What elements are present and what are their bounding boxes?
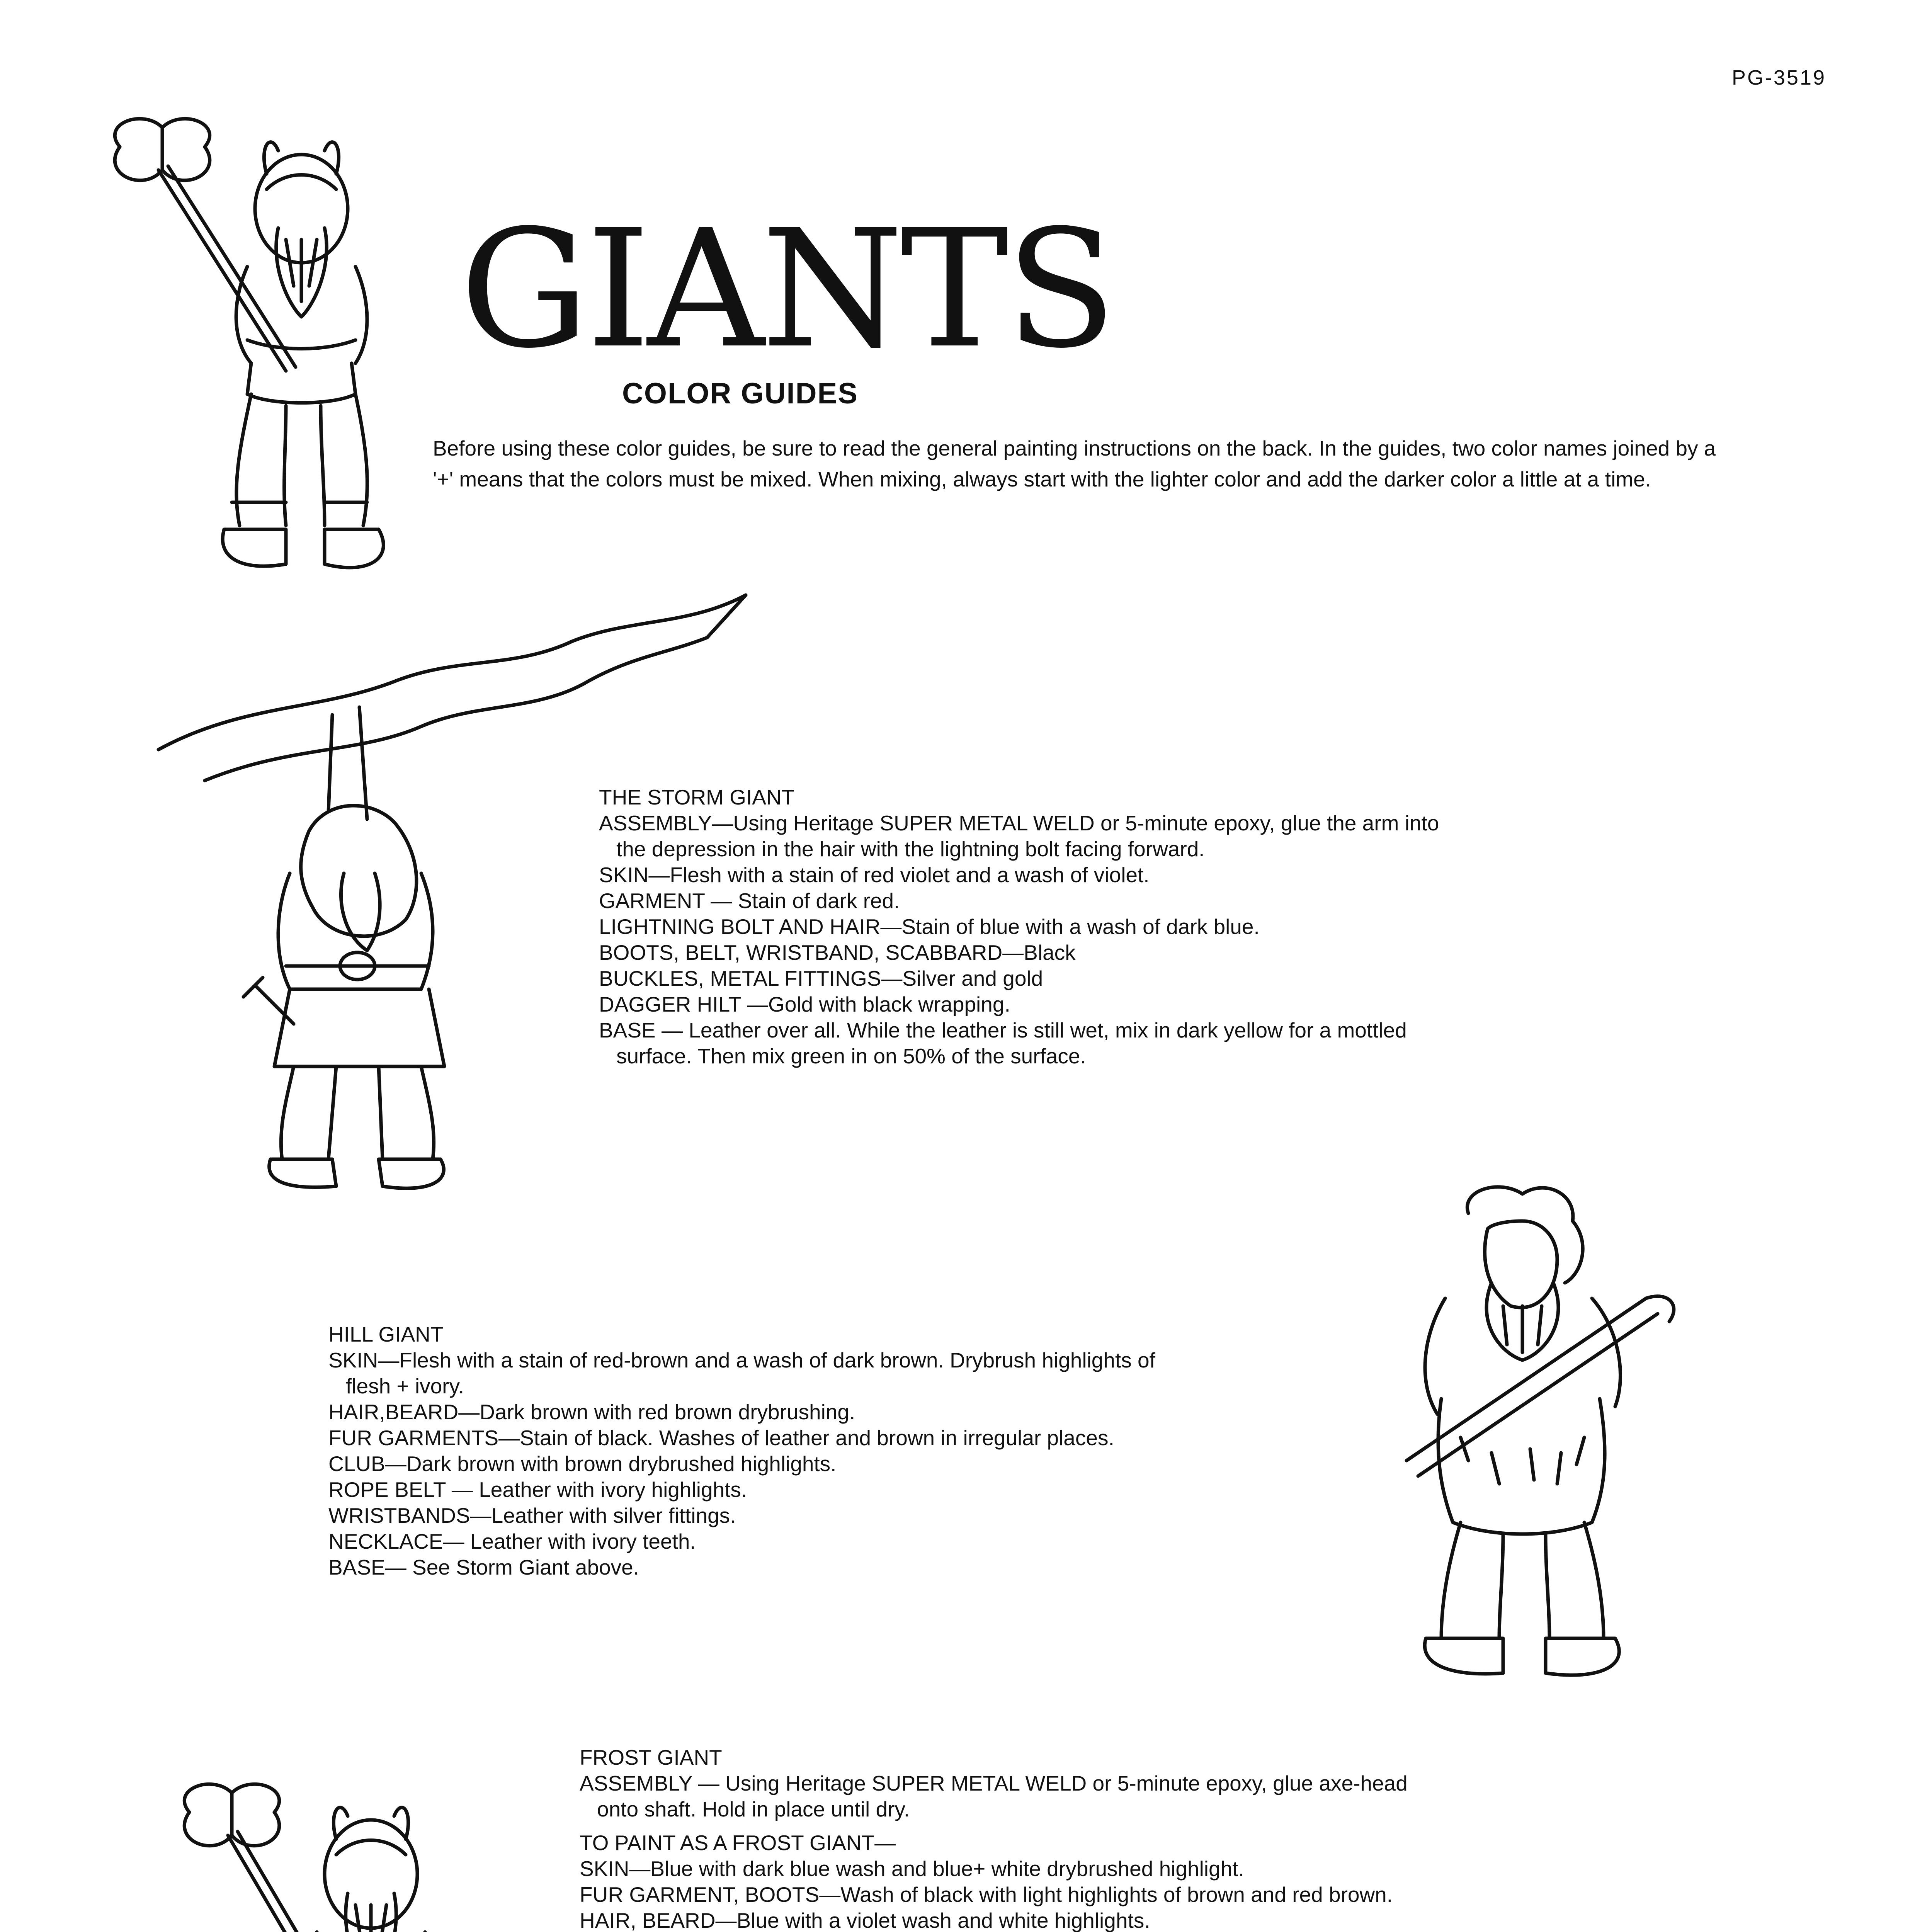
frost-giant-section [580, 1745, 1719, 1932]
instruction-list [580, 1856, 1719, 1932]
instruction-line: WRISTBANDS—Leather with silver fittings. [328, 1503, 736, 1527]
instruction-line: HAIR, BEARD—Blue with a violet wash and white highlights. [580, 1908, 1150, 1932]
instruction-line: LIGHTNING BOLT AND HAIR—Stain of blue with a wash of dark blue. [599, 915, 1260, 939]
instruction-line: BOOTS, BELT, WRISTBAND, SCABBARD—Black [599, 940, 1076, 964]
instruction-list [328, 1347, 1410, 1580]
instruction-line: flesh + ivory. [346, 1374, 464, 1398]
document-code: PG-3519 [1731, 66, 1826, 89]
instruction-line: FUR GARMENTS—Stain of black. Washes of leather and brown in irregular places. [328, 1426, 1114, 1450]
page-subtitle: COLOR GUIDES [622, 377, 858, 410]
section-heading: THE STORM GIANT [599, 785, 795, 809]
hill-giant-club-icon [1376, 1182, 1685, 1692]
page-title: GIANTS [460, 195, 1114, 384]
instruction-list [599, 810, 1719, 1069]
instruction-line: BUCKLES, METAL FITTINGS—Silver and gold [599, 966, 1043, 990]
instruction-line: SKIN—Flesh with a stain of red violet and a wash of violet. [599, 863, 1150, 887]
instruction-line: ASSEMBLY — Using Heritage SUPER METAL WELD or 5-minute epoxy, glue axe-head [580, 1771, 1408, 1795]
instruction-line: BASE— See Storm Giant above. [328, 1555, 639, 1579]
instruction-line: CLUB—Dark brown with brown drybrushed highlights. [328, 1452, 837, 1476]
intro-line: '+' means that the colors must be mixed. When mixing, always start with the lighter color and add the darker color a little at a time. [433, 467, 1651, 491]
section-heading: HILL GIANT [328, 1322, 444, 1346]
storm-giant-section [599, 784, 1719, 1069]
instruction-line: HAIR,BEARD—Dark brown with red brown drybrushing. [328, 1400, 855, 1424]
instruction-line: surface. Then mix green in on 50% of the surface. [616, 1044, 1086, 1068]
instruction-line: NECKLACE— Leather with ivory teeth. [328, 1529, 696, 1553]
frost-giant-axe-icon [155, 1762, 502, 1932]
instruction-line: SKIN—Blue with dark blue wash and blue+ white drybrushed highlight. [580, 1857, 1244, 1881]
instruction-line: FUR GARMENT, BOOTS—Wash of black with light highlights of brown and red brown. [580, 1883, 1393, 1906]
instruction-list [580, 1770, 1719, 1822]
intro-paragraph [433, 433, 1843, 495]
intro-line: Before using these color guides, be sure to read the general painting instructions on the back. In the guides, two color names joined by a [433, 436, 1716, 460]
section-heading: FROST GIANT [580, 1745, 722, 1769]
instruction-line: onto shaft. Hold in place until dry. [597, 1797, 910, 1821]
instruction-line: SKIN—Flesh with a stain of red-brown and a wash of dark brown. Drybrush highlights of [328, 1348, 1155, 1372]
giant-with-axe-icon [85, 100, 433, 622]
instruction-line: BASE — Leather over all. While the leather is still wet, mix in dark yellow for a mottled [599, 1018, 1407, 1042]
instruction-line: ASSEMBLY—Using Heritage SUPER METAL WELD or 5-minute epoxy, glue the arm into [599, 811, 1439, 835]
instruction-line: the depression in the hair with the lightning bolt facing forward. [616, 837, 1205, 861]
subsection-heading: TO PAINT AS A FROST GIANT— [580, 1831, 896, 1855]
instruction-line: DAGGER HILT —Gold with black wrapping. [599, 992, 1010, 1016]
instruction-line: GARMENT — Stain of dark red. [599, 889, 900, 913]
hill-giant-section [328, 1321, 1410, 1580]
instruction-line: ROPE BELT — Leather with ivory highlights. [328, 1478, 747, 1502]
